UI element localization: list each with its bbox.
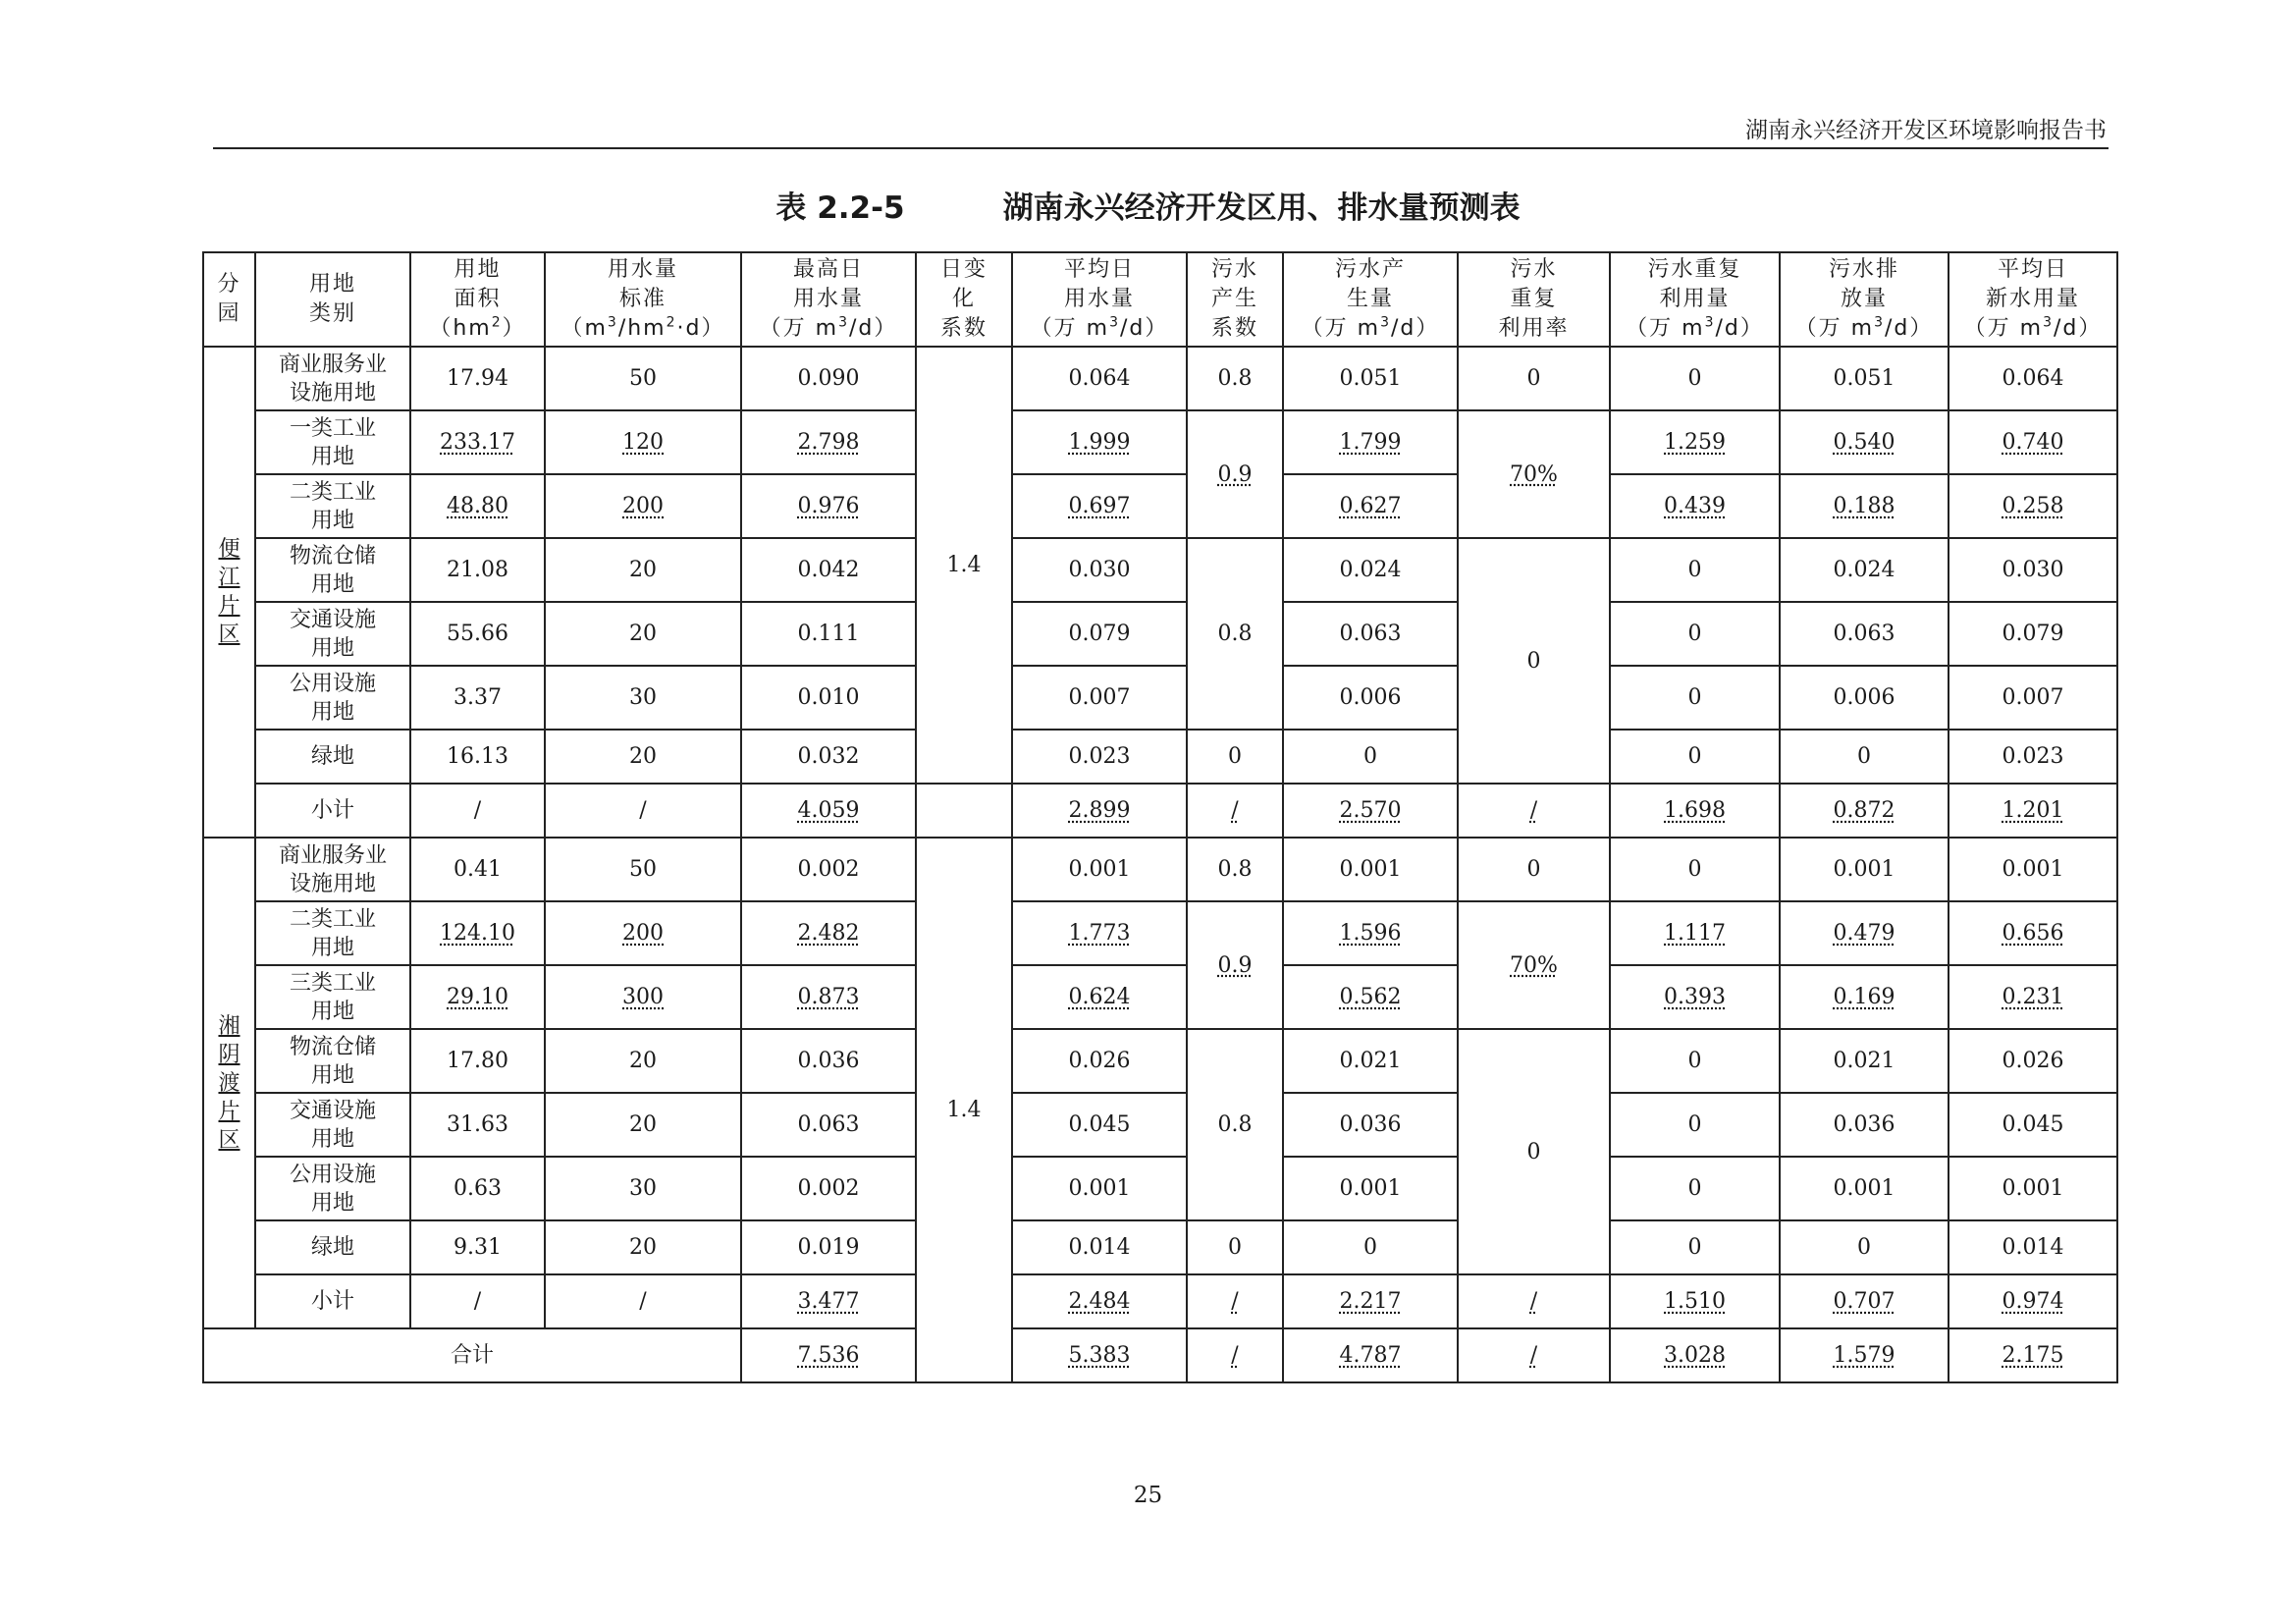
reuse-cell: 1.698 (1610, 784, 1780, 838)
land-category-cell: 商业服务业 设施用地 (255, 838, 410, 901)
table-row (203, 838, 2117, 901)
reuse-cell: 1.259 (1610, 410, 1780, 474)
sewage-gen-cell: 0 (1283, 730, 1458, 784)
header-land-category: 用地 类别 (255, 252, 410, 347)
standard-cell: 20 (545, 1029, 741, 1093)
land-category-cell: 二类工业 用地 (255, 901, 410, 965)
header-fresh-water-use: 平均日 新水用量 （万 $m^3/d$） (1949, 252, 2117, 347)
reuse-rate-other-cell: 0 (1458, 1029, 1610, 1274)
fresh-water-cell: 0.001 (1949, 838, 2117, 901)
discharge-cell: 0 (1780, 730, 1949, 784)
max-use-cell: 0.032 (741, 730, 916, 784)
fresh-water-cell: 1.201 (1949, 784, 2117, 838)
header-discharge-volume: 污水排 放量 （万 $m^3/d$） (1780, 252, 1949, 347)
area-cell: 48.80 (410, 474, 545, 538)
sewage-gen-cell: 0.001 (1283, 838, 1458, 901)
standard-cell: 50 (545, 347, 741, 410)
table-row (203, 1093, 2117, 1157)
fresh-water-cell: 0.026 (1949, 1029, 2117, 1093)
table-row (203, 666, 2117, 730)
sewage-coef-cell: / (1187, 1274, 1283, 1328)
sewage-gen-cell: 0.006 (1283, 666, 1458, 730)
land-category-cell: 商业服务业 设施用地 (255, 347, 410, 410)
max-use-cell: 0.976 (741, 474, 916, 538)
land-category-cell: 交通设施 用地 (255, 1093, 410, 1157)
fresh-water-cell: 0.023 (1949, 730, 2117, 784)
report-header-title: 湖南永兴经济开发区环境影响报告书 (1745, 118, 2107, 143)
table-row (203, 474, 2117, 538)
zone-b-variation-coef: 1.4 (916, 838, 1012, 1382)
area-cell: / (410, 1274, 545, 1328)
zone-a-variation-coef: 1.4 (916, 347, 1012, 784)
water-forecast-table (202, 251, 2118, 1383)
avg-use-cell: 0.001 (1012, 1157, 1187, 1220)
reuse-rate-cell: / (1458, 784, 1610, 838)
fresh-water-cell: 0.656 (1949, 901, 2117, 965)
reuse-rate-industrial-cell: 70% (1458, 410, 1610, 538)
sewage-coef-industrial-cell: 0.9 (1187, 901, 1283, 1029)
header-daily-variation-coef: 日变 化 系数 (916, 252, 1012, 347)
discharge-cell: 0.479 (1780, 901, 1949, 965)
area-cell: 17.80 (410, 1029, 545, 1093)
standard-cell: 120 (545, 410, 741, 474)
table-header-row (203, 252, 2117, 347)
sewage-gen-cell: 4.787 (1283, 1328, 1458, 1382)
standard-cell: 300 (545, 965, 741, 1029)
standard-cell: 20 (545, 602, 741, 666)
standard-cell: 20 (545, 1220, 741, 1274)
sewage-gen-cell: 0.051 (1283, 347, 1458, 410)
zone-a-label: 便 江 片 区 (203, 347, 255, 838)
table-row (203, 901, 2117, 965)
sewage-gen-cell: 1.799 (1283, 410, 1458, 474)
subtotal-row (203, 1274, 2117, 1328)
land-category-cell: 三类工业 用地 (255, 965, 410, 1029)
reuse-cell: 0 (1610, 666, 1780, 730)
area-cell: 31.63 (410, 1093, 545, 1157)
max-use-cell: 0.002 (741, 838, 916, 901)
reuse-rate-cell: / (1458, 1328, 1610, 1382)
max-use-cell: 3.477 (741, 1274, 916, 1328)
table-row (203, 602, 2117, 666)
land-category-cell: 一类工业 用地 (255, 410, 410, 474)
land-category-cell: 二类工业 用地 (255, 474, 410, 538)
area-cell: 0.63 (410, 1157, 545, 1220)
table-row (203, 1157, 2117, 1220)
header-reuse-volume: 污水重复 利用量 （万 $m^3/d$） (1610, 252, 1780, 347)
reuse-rate-cell: 0 (1458, 347, 1610, 410)
reuse-cell: 0 (1610, 1220, 1780, 1274)
discharge-cell: 0.872 (1780, 784, 1949, 838)
header-zone: 分 园 (203, 252, 255, 347)
land-category-cell: 公用设施 用地 (255, 1157, 410, 1220)
reuse-cell: 0 (1610, 838, 1780, 901)
variation-coef-cell (916, 784, 1012, 838)
header-water-standard: 用水量 标准 $(m^3/hm^2\cdot d)$ (545, 252, 741, 347)
avg-use-cell: 1.999 (1012, 410, 1187, 474)
land-category-cell: 公用设施 用地 (255, 666, 410, 730)
discharge-cell: 0.051 (1780, 347, 1949, 410)
header-reuse-rate: 污水 重复 利用率 (1458, 252, 1610, 347)
max-use-cell: 0.002 (741, 1157, 916, 1220)
max-use-cell: 2.482 (741, 901, 916, 965)
max-use-cell: 0.036 (741, 1029, 916, 1093)
discharge-cell: 0.188 (1780, 474, 1949, 538)
avg-use-cell: 0.001 (1012, 838, 1187, 901)
reuse-cell: 1.117 (1610, 901, 1780, 965)
area-cell: 17.94 (410, 347, 545, 410)
area-cell: 233.17 (410, 410, 545, 474)
reuse-cell: 0.393 (1610, 965, 1780, 1029)
table-caption (0, 183, 2296, 227)
standard-cell: 50 (545, 838, 741, 901)
sewage-coef-cell: / (1187, 784, 1283, 838)
standard-cell: 20 (545, 730, 741, 784)
reuse-rate-other-cell: 0 (1458, 538, 1610, 784)
avg-use-cell: 0.624 (1012, 965, 1187, 1029)
reuse-cell: 0.439 (1610, 474, 1780, 538)
table-row (203, 965, 2117, 1029)
avg-use-cell: 2.484 (1012, 1274, 1187, 1328)
max-use-cell: 7.536 (741, 1328, 916, 1382)
sewage-coef-other-cell: 0.8 (1187, 1029, 1283, 1220)
standard-cell: 20 (545, 1093, 741, 1157)
sewage-gen-cell: 1.596 (1283, 901, 1458, 965)
page-number: 25 (1133, 1483, 1163, 1508)
avg-use-cell: 1.773 (1012, 901, 1187, 965)
table-row (203, 730, 2117, 784)
sewage-gen-cell: 2.570 (1283, 784, 1458, 838)
avg-use-cell: 0.007 (1012, 666, 1187, 730)
reuse-rate-industrial-cell: 70% (1458, 901, 1610, 1029)
max-use-cell: 0.873 (741, 965, 916, 1029)
sewage-coef-cell: 0 (1187, 730, 1283, 784)
discharge-cell: 0.540 (1780, 410, 1949, 474)
standard-cell: 20 (545, 538, 741, 602)
area-cell: 9.31 (410, 1220, 545, 1274)
land-category-cell: 绿地 (255, 1220, 410, 1274)
avg-use-cell: 2.899 (1012, 784, 1187, 838)
max-use-cell: 0.090 (741, 347, 916, 410)
sewage-gen-cell: 2.217 (1283, 1274, 1458, 1328)
max-use-cell: 4.059 (741, 784, 916, 838)
reuse-rate-cell: / (1458, 1274, 1610, 1328)
avg-use-cell: 0.026 (1012, 1029, 1187, 1093)
sewage-gen-cell: 0.036 (1283, 1093, 1458, 1157)
fresh-water-cell: 0.258 (1949, 474, 2117, 538)
fresh-water-cell: 0.064 (1949, 347, 2117, 410)
fresh-water-cell: 0.079 (1949, 602, 2117, 666)
sewage-gen-cell: 0.001 (1283, 1157, 1458, 1220)
standard-cell: 30 (545, 666, 741, 730)
area-cell: 21.08 (410, 538, 545, 602)
reuse-cell: 1.510 (1610, 1274, 1780, 1328)
reuse-cell: 0 (1610, 1157, 1780, 1220)
sewage-coef-other-cell: 0.8 (1187, 538, 1283, 730)
header-sewage-generation: 污水产 生量 （万 $m^3/d$） (1283, 252, 1458, 347)
reuse-cell: 0 (1610, 1093, 1780, 1157)
discharge-cell: 0.036 (1780, 1093, 1949, 1157)
table-number: 表 2.2-5 (775, 190, 905, 226)
avg-use-cell: 0.045 (1012, 1093, 1187, 1157)
header-sewage-coef: 污水 产生 系数 (1187, 252, 1283, 347)
discharge-cell: 0.001 (1780, 838, 1949, 901)
sewage-coef-cell: / (1187, 1328, 1283, 1382)
sewage-gen-cell: 0.021 (1283, 1029, 1458, 1093)
reuse-cell: 0 (1610, 730, 1780, 784)
area-cell: / (410, 784, 545, 838)
avg-use-cell: 0.023 (1012, 730, 1187, 784)
fresh-water-cell: 0.030 (1949, 538, 2117, 602)
discharge-cell: 0.063 (1780, 602, 1949, 666)
header-divider (213, 147, 2109, 149)
subtotal-label: 小计 (255, 1274, 410, 1328)
sewage-gen-cell: 0.627 (1283, 474, 1458, 538)
discharge-cell: 0 (1780, 1220, 1949, 1274)
avg-use-cell: 5.383 (1012, 1328, 1187, 1382)
standard-cell: 200 (545, 474, 741, 538)
discharge-cell: 0.169 (1780, 965, 1949, 1029)
discharge-cell: 0.024 (1780, 538, 1949, 602)
avg-use-cell: 0.014 (1012, 1220, 1187, 1274)
discharge-cell: 0.021 (1780, 1029, 1949, 1093)
fresh-water-cell: 0.974 (1949, 1274, 2117, 1328)
table-row (203, 347, 2117, 410)
sewage-gen-cell: 0.063 (1283, 602, 1458, 666)
standard-cell: 30 (545, 1157, 741, 1220)
fresh-water-cell: 0.001 (1949, 1157, 2117, 1220)
sewage-gen-cell: 0.562 (1283, 965, 1458, 1029)
sewage-coef-cell: 0.8 (1187, 838, 1283, 901)
land-category-cell: 绿地 (255, 730, 410, 784)
table-title: 湖南永兴经济开发区用、排水量预测表 (1002, 190, 1521, 226)
total-label: 合计 (203, 1328, 741, 1382)
area-cell: 55.66 (410, 602, 545, 666)
max-use-cell: 0.019 (741, 1220, 916, 1274)
reuse-cell: 0 (1610, 602, 1780, 666)
avg-use-cell: 0.030 (1012, 538, 1187, 602)
reuse-cell: 0 (1610, 538, 1780, 602)
sewage-coef-cell: 0 (1187, 1220, 1283, 1274)
discharge-cell: 0.006 (1780, 666, 1949, 730)
standard-cell: 200 (545, 901, 741, 965)
fresh-water-cell: 0.014 (1949, 1220, 2117, 1274)
table-row (203, 538, 2117, 602)
zone-b-label: 湘 阴 渡 片 区 (203, 838, 255, 1328)
reuse-rate-cell: 0 (1458, 838, 1610, 901)
table-row (203, 1029, 2117, 1093)
max-use-cell: 0.063 (741, 1093, 916, 1157)
header-max-daily-use: 最高日 用水量 （万 $m^3/d$） (741, 252, 916, 347)
avg-use-cell: 0.064 (1012, 347, 1187, 410)
table-row (203, 1220, 2117, 1274)
sewage-gen-cell: 0 (1283, 1220, 1458, 1274)
max-use-cell: 2.798 (741, 410, 916, 474)
area-cell: 124.10 (410, 901, 545, 965)
max-use-cell: 0.010 (741, 666, 916, 730)
avg-use-cell: 0.079 (1012, 602, 1187, 666)
standard-cell: / (545, 784, 741, 838)
total-row (203, 1328, 2117, 1382)
fresh-water-cell: 0.740 (1949, 410, 2117, 474)
discharge-cell: 1.579 (1780, 1328, 1949, 1382)
area-cell: 0.41 (410, 838, 545, 901)
land-category-cell: 交通设施 用地 (255, 602, 410, 666)
discharge-cell: 0.001 (1780, 1157, 1949, 1220)
avg-use-cell: 0.697 (1012, 474, 1187, 538)
fresh-water-cell: 0.231 (1949, 965, 2117, 1029)
reuse-cell: 3.028 (1610, 1328, 1780, 1382)
header-land-area: 用地 面积 $(hm^2)$ (410, 252, 545, 347)
header-avg-daily-use: 平均日 用水量 （万 $m^3/d$） (1012, 252, 1187, 347)
sewage-coef-industrial-cell: 0.9 (1187, 410, 1283, 538)
max-use-cell: 0.111 (741, 602, 916, 666)
subtotal-label: 小计 (255, 784, 410, 838)
land-category-cell: 物流仓储 用地 (255, 538, 410, 602)
standard-cell: / (545, 1274, 741, 1328)
sewage-coef-cell: 0.8 (1187, 347, 1283, 410)
area-cell: 16.13 (410, 730, 545, 784)
fresh-water-cell: 2.175 (1949, 1328, 2117, 1382)
subtotal-row (203, 784, 2117, 838)
max-use-cell: 0.042 (741, 538, 916, 602)
area-cell: 3.37 (410, 666, 545, 730)
fresh-water-cell: 0.007 (1949, 666, 2117, 730)
fresh-water-cell: 0.045 (1949, 1093, 2117, 1157)
reuse-cell: 0 (1610, 347, 1780, 410)
reuse-cell: 0 (1610, 1029, 1780, 1093)
sewage-gen-cell: 0.024 (1283, 538, 1458, 602)
land-category-cell: 物流仓储 用地 (255, 1029, 410, 1093)
area-cell: 29.10 (410, 965, 545, 1029)
discharge-cell: 0.707 (1780, 1274, 1949, 1328)
table-row (203, 410, 2117, 474)
